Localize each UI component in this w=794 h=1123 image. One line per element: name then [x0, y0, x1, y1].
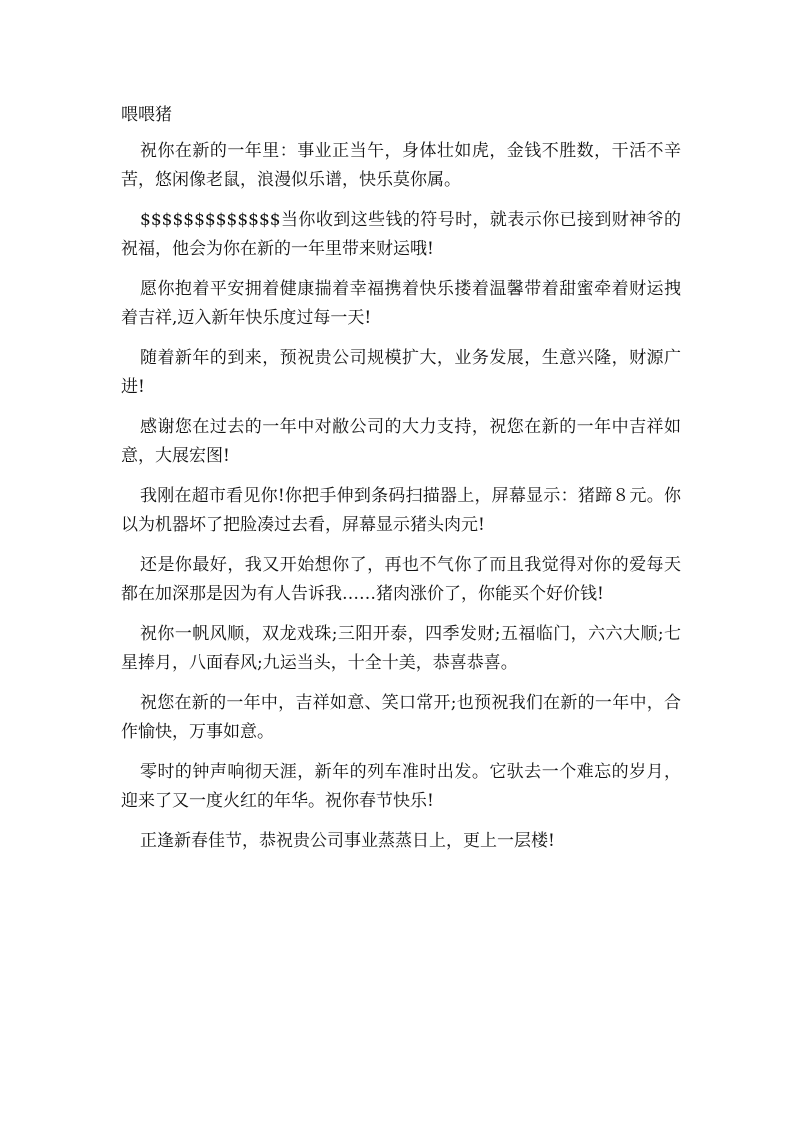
greeting-paragraph-2: $$$$$$$$$$$$$当你收到这些钱的符号时，就表示你已接到财神爷的祝福，他会为你在新的一年里带来财运哦!: [121, 210, 681, 259]
greeting-paragraph-3: 愿你抱着平安拥着健康揣着幸福携着快乐搂着温馨带着甜蜜牵着财运拽着吉祥,迈入新年快乐度过每一天!: [121, 279, 681, 328]
document-page: [121, 100, 681, 867]
greeting-paragraph-8: 祝你一帆风顺，双龙戏珠;三阳开泰，四季发财;五福临门，六六大顺;七星捧月，八面春风;九运当头，十全十美，恭喜恭喜。: [121, 624, 681, 673]
greeting-paragraph-11: 正逢新春佳节，恭祝贵公司事业蒸蒸日上，更上一层楼!: [140, 831, 555, 851]
document-heading: 喂喂猪: [121, 105, 172, 125]
greeting-paragraph-10: 零时的钟声响彻天涯，新年的列车准时出发。它驮去一个难忘的岁月，迎来了又一度火红的年华。祝你春节快乐!: [121, 762, 681, 811]
greeting-paragraph-5: 感谢您在过去的一年中对敝公司的大力支持，祝您在新的一年中吉祥如意，大展宏图!: [121, 417, 681, 466]
greeting-paragraph-6: 我刚在超市看见你!你把手伸到条码扫描器上，屏幕显示：猪蹄８元。你以为机器坏了把脸凑过去看，屏幕显示猪头肉元!: [121, 486, 681, 535]
greeting-paragraph-4: 随着新年的到来，预祝贵公司规模扩大，业务发展，生意兴隆，财源广进!: [121, 348, 681, 397]
greeting-paragraph-9: 祝您在新的一年中，吉祥如意、笑口常开;也预祝我们在新的一年中，合作愉快，万事如意。: [121, 693, 681, 742]
greeting-paragraph-7: 还是你最好，我又开始想你了，再也不气你了而且我觉得对你的爱每天都在加深那是因为有人告诉我……猪肉涨价了，你能买个好价钱!: [121, 555, 681, 604]
greeting-paragraph-1: 祝你在新的一年里：事业正当午，身体壮如虎，金钱不胜数，干活不辛苦，悠闲像老鼠，浪漫似乐谱，快乐莫你属。: [121, 141, 681, 190]
